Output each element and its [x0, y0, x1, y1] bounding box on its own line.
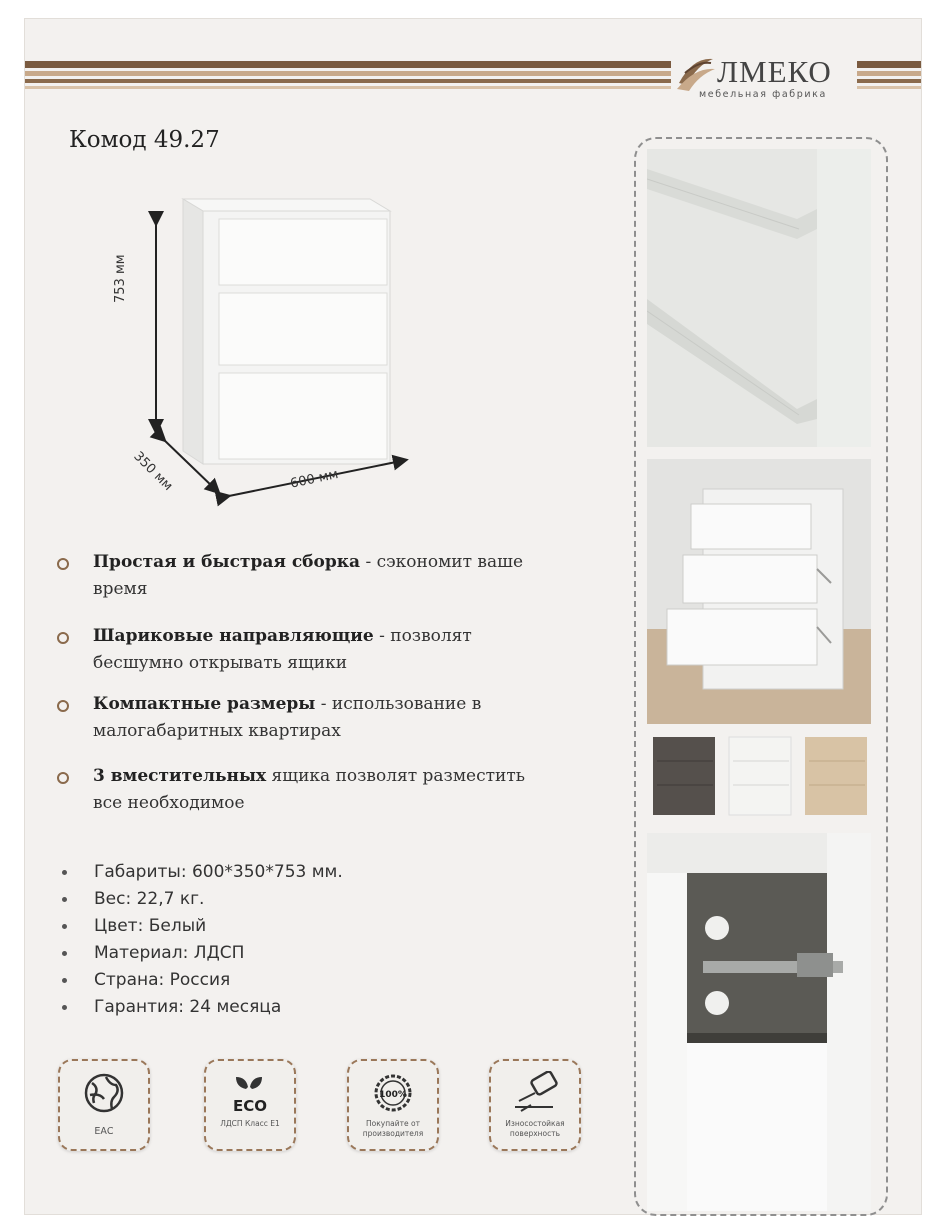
svg-text:100%: 100% [379, 1090, 407, 1100]
dresser-dimension-drawing [125, 189, 425, 509]
product-card [24, 18, 922, 1215]
wear-resistant-badge [489, 1059, 581, 1151]
feature-title: Компактные размеры [93, 694, 316, 714]
spec-item: Материал: ЛДСП [59, 940, 343, 967]
feature-item [57, 691, 537, 745]
badge-caption: Износостойкая поверхность [505, 1119, 565, 1138]
spec-item: Страна: Россия [59, 967, 343, 994]
feature-title: Шариковые направляющие [93, 626, 374, 646]
badge-caption: ЕАС [94, 1126, 114, 1137]
bullet-ring-icon [57, 632, 69, 644]
feature-text: - сэкономит ваше время [93, 552, 523, 599]
brand-subtitle: мебельная фабрика [699, 89, 827, 100]
eco-leaf-icon [206, 1071, 294, 1115]
drawer-closeup-photo [647, 149, 871, 447]
spec-item: Вес: 22,7 кг. [59, 886, 343, 913]
manufacturer-badge [347, 1059, 439, 1151]
ball-bearing-slides-photo [647, 833, 871, 1211]
spec-list [59, 859, 343, 1021]
width-dimension-label: 600 мм [289, 466, 340, 492]
spec-item: Цвет: Белый [59, 913, 343, 940]
bullet-ring-icon [57, 558, 69, 570]
page-title: Комод 49.27 [69, 127, 220, 153]
feature-text: - использование в малогабаритных квартирах [93, 694, 482, 741]
brand-logo [671, 51, 857, 107]
bullet-ring-icon [57, 772, 69, 784]
feature-title: 3 вместительных [93, 766, 267, 786]
bullet-ring-icon [57, 700, 69, 712]
scratch-resistant-icon [491, 1071, 579, 1115]
feature-item [57, 623, 537, 677]
feature-item [57, 549, 537, 603]
height-dimension-label: 753 мм [113, 254, 128, 303]
feature-text: - позволят бесшумно открывать ящики [93, 626, 472, 673]
svg-text:ECO: ECO [232, 1097, 268, 1115]
feature-title: Простая и быстрая сборка [93, 552, 361, 572]
dresser-open-drawers-photo [647, 459, 871, 724]
spec-item: Габариты: 600*350*753 мм. [59, 859, 343, 886]
globe-icon [60, 1071, 148, 1115]
eco-badge [204, 1059, 296, 1151]
spec-item: Гарантия: 24 месяца [59, 994, 343, 1021]
quality-seal-icon [349, 1071, 437, 1115]
feature-item [57, 763, 537, 817]
depth-dimension-label: 350 мм [130, 449, 176, 494]
feature-text: ящика позволят разместить все необходимое [93, 766, 526, 813]
color-variants-photo [647, 729, 871, 819]
logo-mark-icon [675, 53, 717, 93]
badge-caption: Покупайте от производителя [362, 1119, 424, 1138]
eac-badge [58, 1059, 150, 1151]
badge-caption: ЛДСП Класс Е1 [220, 1119, 280, 1128]
brand-name: ЛМЕКО [717, 54, 832, 89]
color-swatches [647, 729, 871, 819]
